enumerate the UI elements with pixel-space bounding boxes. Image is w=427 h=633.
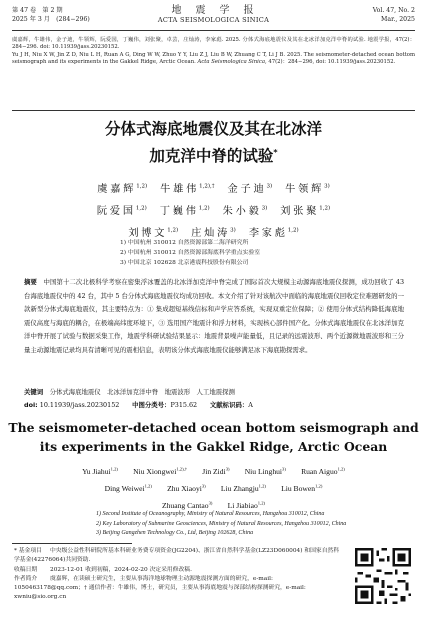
author bbox=[245, 467, 286, 476]
author bbox=[228, 501, 265, 510]
author-name: 庄灿涛 bbox=[191, 228, 231, 240]
author-name: Li Jiabiao bbox=[227, 500, 258, 510]
author-affiliation-mark: 1,2) bbox=[258, 483, 266, 489]
footnote-rule bbox=[12, 543, 132, 544]
volume-issue-en: Vol. 47, No. 2 bbox=[372, 7, 415, 14]
affiliations-cn bbox=[120, 238, 370, 268]
funding-text: 中央级公益性科研院所基本科研业务费专项资金(JG2204)、浙江省自然科学基金(LZ23D060004) 和国家自然科学基金(42276064)共同资助. bbox=[14, 548, 340, 564]
journal-title-cn: 地 震 学 报 bbox=[171, 5, 256, 16]
authors-cn-line1 bbox=[0, 178, 427, 200]
author-affiliation-mark: 1,2) bbox=[337, 466, 345, 471]
author bbox=[105, 484, 152, 493]
author-affiliation-mark: 3) bbox=[225, 466, 230, 471]
keywords-label: 关键词 bbox=[24, 388, 44, 396]
authors-cn-line2 bbox=[0, 200, 427, 222]
title-cn-line2 bbox=[0, 141, 427, 168]
keywords-block bbox=[24, 386, 404, 411]
author bbox=[160, 184, 214, 195]
author-affiliation-mark: 1,2) bbox=[287, 227, 299, 234]
author-affiliation-mark: 1,2) bbox=[315, 483, 323, 489]
author-affiliation-mark: 1,2),† bbox=[199, 184, 215, 190]
abstract-label: 摘要 bbox=[24, 278, 37, 286]
title-en-line2: its experiments in the Gakkel Ridge, Arctic Ocean bbox=[39, 439, 388, 454]
author-affiliation-mark: 1,2) bbox=[144, 483, 152, 489]
citation-en-journal: Acta Seismologica Sinica bbox=[197, 58, 265, 65]
author-affiliation-mark: 1,2) bbox=[110, 466, 118, 471]
author-name: 金子迪 bbox=[227, 184, 267, 196]
author bbox=[167, 484, 206, 493]
author bbox=[221, 484, 266, 493]
author-name: 虞嘉辉 bbox=[97, 184, 137, 196]
citation-en bbox=[12, 52, 415, 67]
date-pages: 2025 年 3 月 (284−296) bbox=[12, 16, 90, 23]
author-name: Yu Jiahui bbox=[82, 466, 111, 476]
author bbox=[133, 467, 187, 476]
footnote-received bbox=[14, 566, 344, 575]
author bbox=[223, 206, 268, 217]
author-name: 李家彪 bbox=[248, 228, 288, 240]
abstract-text: 中国第十二次北极科学考察在密集浮冰覆盖的北冰洋加克洋中脊完成了国际首次大规模主动源海底地震仪探测，成功回收了 43 台海底地震仪中的 42 台，其中 5 台分体式海底地震仪均成功回收。本文介绍了针对该航次中面临的海底地震仪回收定位难题研发的一款新型分体式海底地震仪，其主要特点为：① 集成超短基线信标和声学应答系统，实现双重定位保障；② 使用分体式结构降低海底地震仪高度与海底的耦合，在极端高纬度环境下，③ 选用国产地震计和浮力材料，实现核心部件国产化。分体式海底地震仪在北冰洋加克洋中脊开展了试验与数据采集工作，地震学科研试验结果显示：地震背景噪声能量低，且记录的远震波形、两个近源微地震波形和三分量主动源地震记录均具有清晰可见的震相信息，表明该分体式海底地震仪能够满足冰下海底勘探需求。 bbox=[24, 278, 405, 354]
date-en: Mar., 2025 bbox=[381, 16, 415, 23]
volume-issue: 第 47 卷 第 2 期 bbox=[12, 7, 63, 14]
doi-value: 10.11939/jass.20230152 bbox=[39, 400, 120, 409]
authors-en-line1 bbox=[0, 462, 427, 479]
title-cn bbox=[0, 118, 427, 168]
journal-title-en: ACTA SEISMOLOGICA SINICA bbox=[157, 16, 270, 24]
author-affiliation-mark: 1,2) bbox=[198, 205, 210, 212]
docid-label: 文献标识码： bbox=[209, 400, 249, 409]
affiliations-en bbox=[96, 510, 416, 539]
author-name: 丁巍伟 bbox=[159, 206, 199, 218]
author bbox=[162, 501, 212, 510]
author bbox=[280, 206, 330, 217]
author-name: 阮爱国 bbox=[96, 206, 136, 218]
author bbox=[228, 184, 273, 195]
author-name: 刘张聚 bbox=[280, 206, 320, 218]
author-name: 刘博文 bbox=[128, 228, 168, 240]
citation-block bbox=[12, 37, 415, 66]
author-label: 作者简介 bbox=[14, 575, 38, 582]
author-affiliation-mark: 3) bbox=[324, 184, 330, 190]
author-name: Niu Xiongwei bbox=[133, 466, 177, 476]
funding-label: * 基金项目 bbox=[14, 548, 42, 554]
citation-en-text: Yu J H, Niu X W, Jin Z D, Niu L H, Ruan A G, Ding W W, Zhuo Y Y, Liu Z J, Liu B W, Zhuang C T, Li J B. 2025. The seismometer-detached ocean bottom seismograph and its experiments in the Gakkel Ridge, Arctic Ocean. bbox=[12, 51, 415, 65]
journal-volume-info-en bbox=[373, 6, 415, 24]
author bbox=[301, 467, 345, 476]
affiliation-cn-2: 2) 中国杭州 310012 自然资源部海底科学重点实验室 bbox=[120, 250, 261, 256]
doi-label: doi: bbox=[24, 400, 38, 409]
citation-en-tail: , 47(2)：284−296, doi: 10.11939/jass.20230152. bbox=[264, 58, 396, 65]
keywords-text: 分体式海底地震仪 北冰洋加克洋中脊 地震波形 人工地震探测 bbox=[49, 388, 235, 396]
authors-cn bbox=[0, 178, 427, 244]
author-affiliation-mark: 3) bbox=[266, 184, 273, 190]
affiliation-en-1: 1) Second Institute of Oceanography, Ministry of Natural Resources, Hangzhou 310012, China bbox=[96, 511, 325, 517]
author-affiliation-mark: 1,2) bbox=[257, 500, 266, 506]
author-affiliation-mark: 1,2),† bbox=[176, 466, 188, 471]
title-cn-line1: 分体式海底地震仪及其在北冰洋 bbox=[104, 120, 322, 138]
author-affiliation-mark: 1,2) bbox=[167, 227, 179, 234]
title-en-line1: The seismometer-detached ocean bottom seismograph and bbox=[8, 420, 419, 435]
abstract bbox=[24, 276, 404, 358]
author-affiliation-mark: 1,2) bbox=[136, 184, 148, 190]
received-label: 收稿日期 bbox=[14, 566, 38, 573]
author bbox=[281, 484, 322, 493]
journal-title bbox=[0, 6, 427, 25]
citation-rule bbox=[12, 110, 415, 111]
author-affiliation-mark: 1,2) bbox=[135, 205, 147, 212]
clc-value: P315.62 bbox=[170, 400, 198, 409]
author bbox=[97, 184, 147, 195]
header-rule bbox=[12, 30, 415, 31]
keywords-line bbox=[24, 386, 404, 399]
docid-value: A bbox=[248, 400, 253, 409]
clc-label: 中图分类号： bbox=[132, 400, 171, 409]
author bbox=[82, 467, 118, 476]
author-name: Zhuang Cantao bbox=[161, 500, 209, 510]
author-name: Ding Weiwei bbox=[104, 483, 145, 493]
affiliation-cn-1: 1) 中国杭州 310012 自然资源部第二海洋研究所 bbox=[120, 240, 249, 246]
author-affiliation-mark: 1,2) bbox=[319, 205, 331, 212]
author-name: 牛领辉 bbox=[285, 184, 325, 196]
author-affiliation-mark: 3) bbox=[282, 466, 286, 471]
doi-line bbox=[24, 399, 404, 412]
authors-en bbox=[0, 462, 427, 513]
author-name: Jin Zidi bbox=[202, 466, 226, 476]
author bbox=[285, 184, 330, 195]
author-affiliation-mark: 3) bbox=[230, 227, 236, 234]
author-name: 朱小毅 bbox=[222, 206, 262, 218]
author-name: Liu Zhangju bbox=[220, 483, 259, 493]
received-text: 2023-12-01 收到初稿，2024-02-20 决定采用修改稿. bbox=[50, 566, 192, 573]
author-affiliation-mark: 3) bbox=[261, 205, 268, 212]
author-name: 牛雄伟 bbox=[160, 184, 200, 196]
author bbox=[97, 206, 147, 217]
authors-en-line2 bbox=[0, 479, 427, 496]
author bbox=[160, 206, 210, 217]
title-footnote-mark: * bbox=[273, 148, 278, 157]
author-name: Ruan Aiguo bbox=[301, 466, 338, 476]
footnotes bbox=[14, 547, 344, 603]
title-en bbox=[0, 418, 427, 456]
author bbox=[202, 467, 229, 476]
author-text: 虞嘉辉，在读硕士研究生，主要从事海洋地球物理主动源地震探测方面的研究，e-mail: 1050463178@qq.com；† 通信作者：牛雄伟，博士，研究员，主要从事海底地震与深部结构探测研究，e-mail: xwniu@sio.org.cn bbox=[14, 575, 306, 601]
affiliation-en-2: 2) Key Laboratory of Submarine Geosciences, Ministry of Natural Resources, Hangzhou 310012, China bbox=[96, 520, 347, 527]
author-name: Niu Linghui bbox=[244, 466, 283, 476]
footnote-author bbox=[14, 575, 344, 603]
affiliation-en-3: 3) Beijing Gangzhen Technology Co., Ltd, Beijing 102628, China bbox=[96, 530, 254, 536]
author-affiliation-mark: 3) bbox=[208, 500, 213, 506]
title-cn-line2-text: 加克洋中脊的试验 bbox=[149, 147, 274, 166]
qr-code-icon[interactable] bbox=[355, 548, 411, 604]
author-name: Liu Bowen bbox=[281, 483, 316, 493]
footnote-funding bbox=[14, 547, 344, 566]
affiliation-cn-3: 3) 中国北京 102628 北京港震科技股份有限公司 bbox=[120, 260, 249, 266]
citation-cn: 虞嘉辉，牛雄伟，金子迪，牛领辉，阮爱国，丁巍伟，刘张聚，卓芸，庄灿涛，李家彪. 2025. 分体式海底地震仪及其在北冰洋加克洋中脊的试验. 地震学报，47(2)：284−296. doi: 10.11939/jass.20230152. bbox=[12, 37, 415, 51]
author-affiliation-mark: 3) bbox=[201, 483, 206, 489]
author-name: Zhu Xiaoyi bbox=[167, 483, 202, 493]
